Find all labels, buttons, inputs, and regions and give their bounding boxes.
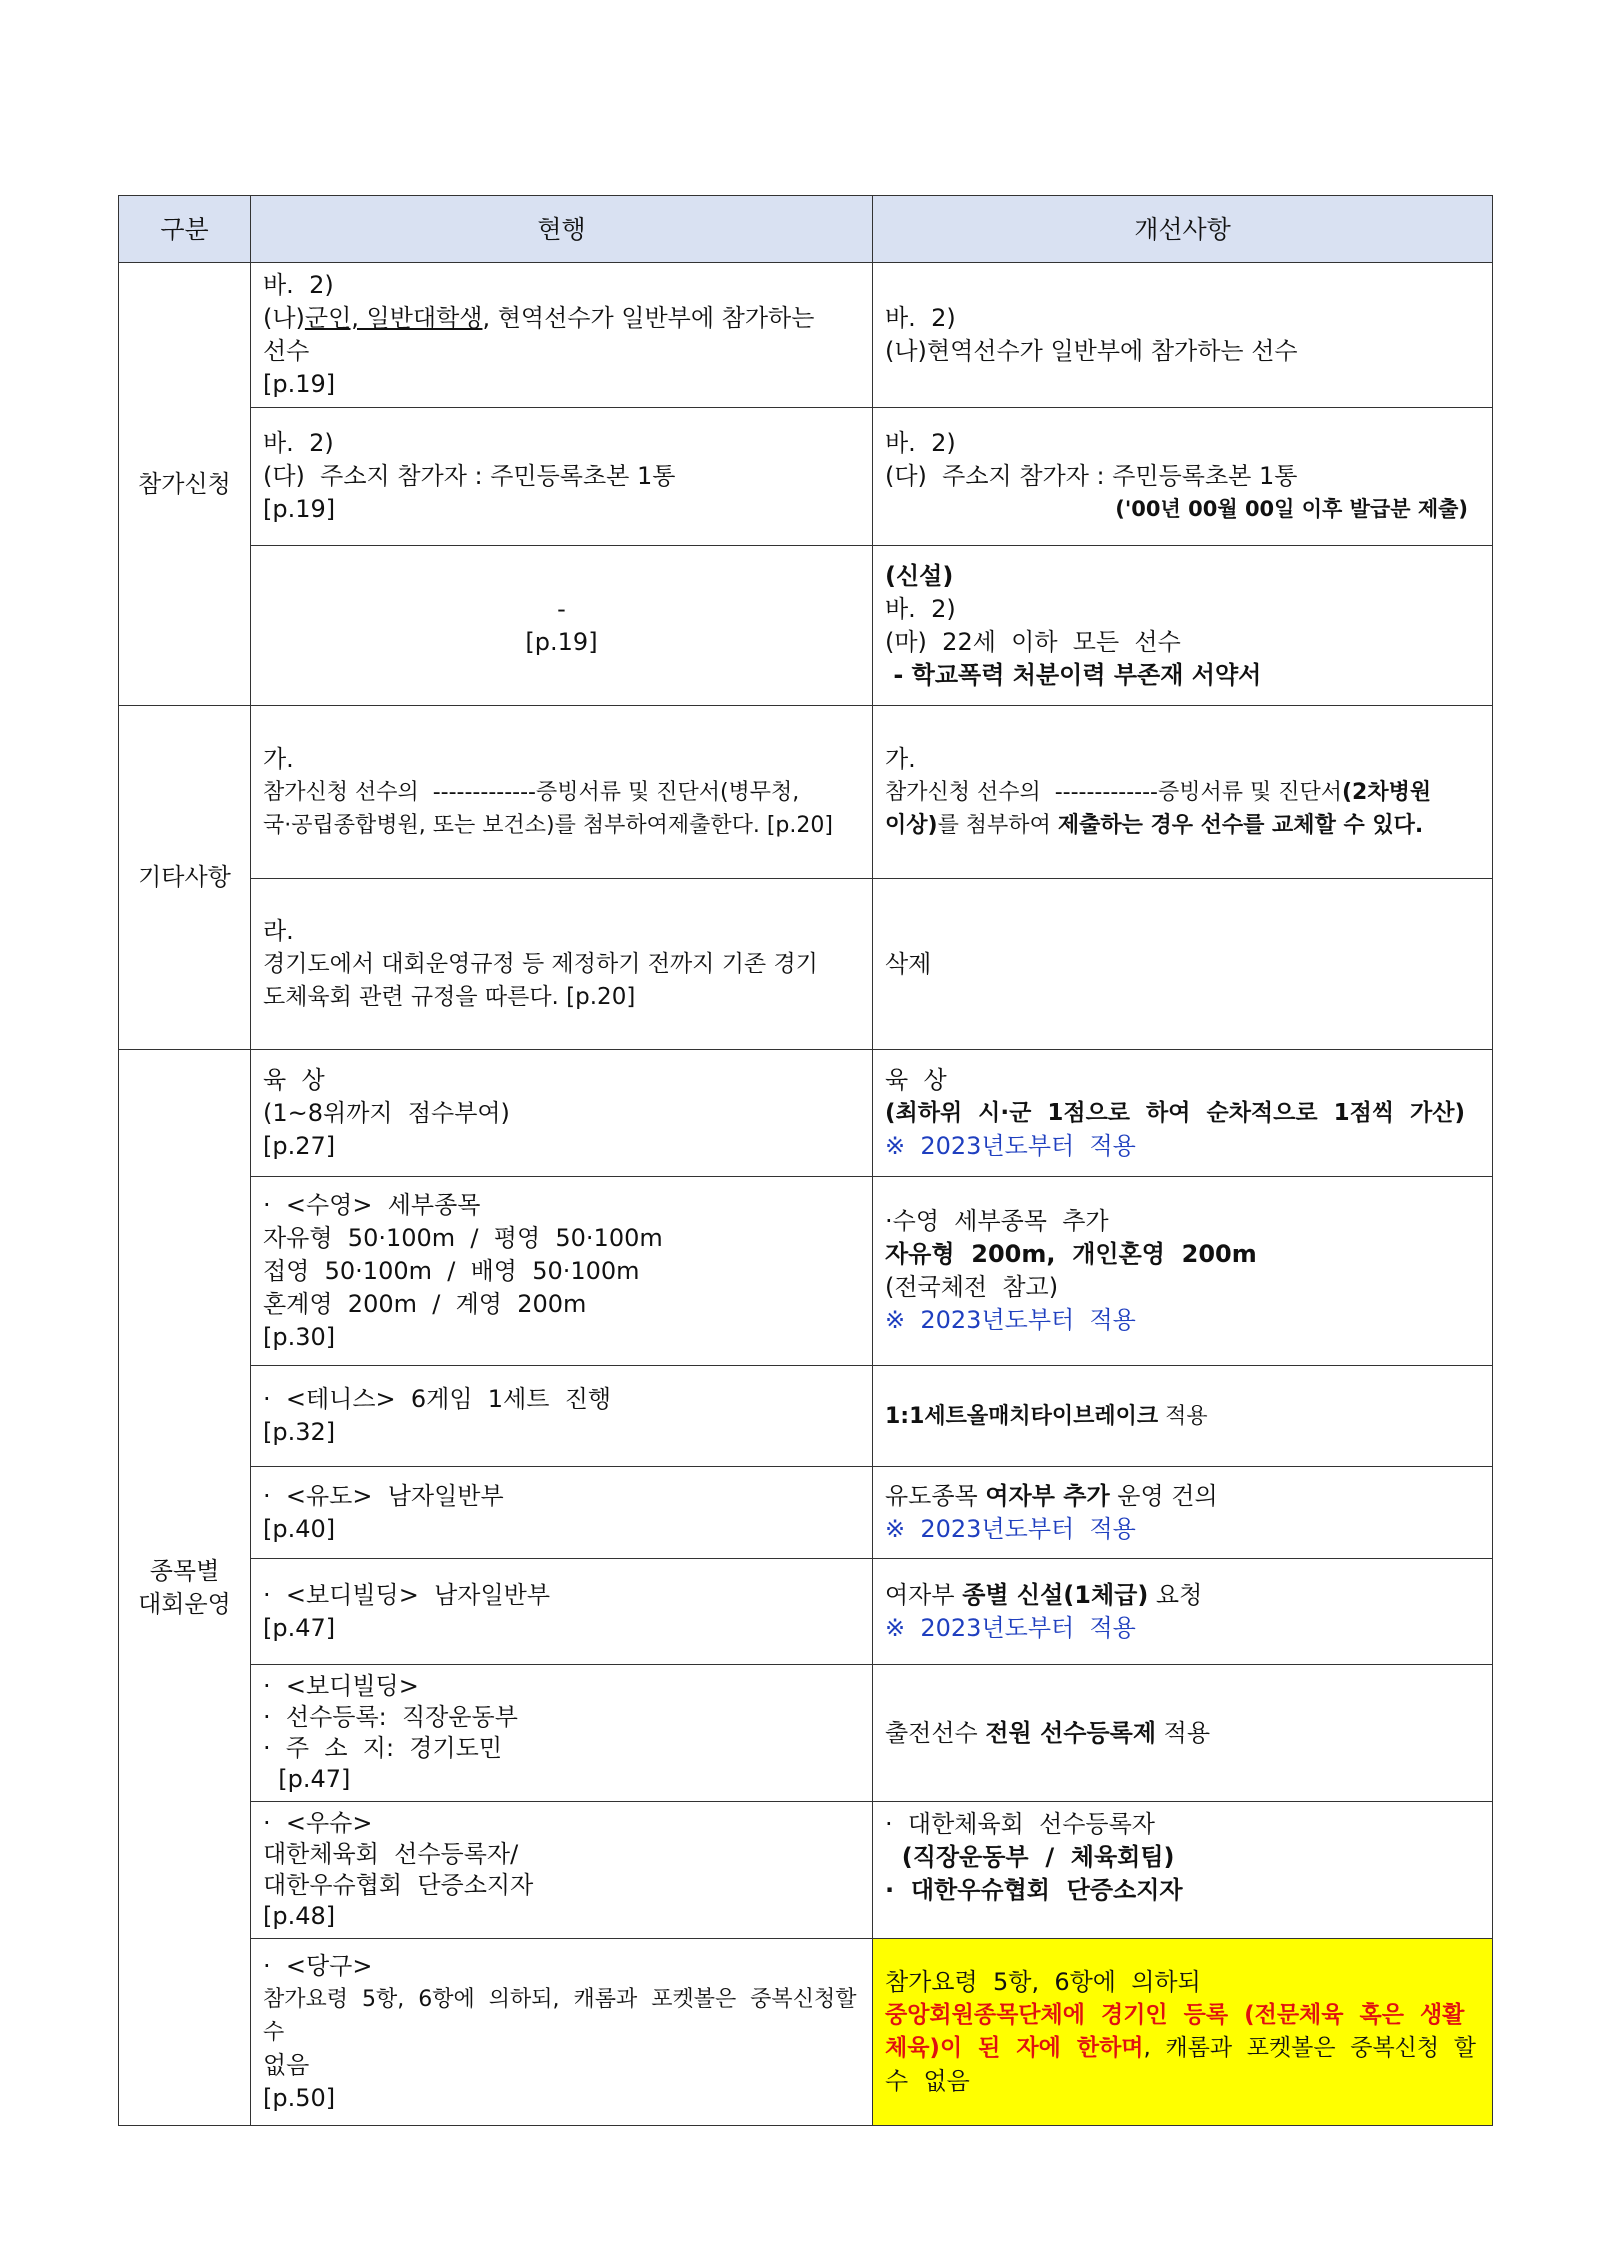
note-text: ※ 2023년도부터 적용 [885,1306,1136,1334]
text-line: · 선수등록: 직장운동부 [263,1703,518,1731]
page-ref: [p.30] [263,1322,336,1351]
comparison-table [118,195,1493,2126]
text-span: 유도종목 [885,1481,986,1510]
current-cell [251,1467,873,1559]
current-cell [251,706,873,879]
text-span: 를 첨부하여 [937,812,1058,838]
text-line [885,1579,1480,1612]
category-label: 참가신청 [138,469,231,498]
current-cell [251,1802,873,1939]
text-line: (다) 주소지 참가자 : 주민등록초본 1통 [885,462,1298,490]
text-span: 요청 [1148,1580,1203,1609]
current-cell [251,1559,873,1665]
text-line: ('00년 00월 00일 이후 발급분 제출) [1115,497,1468,521]
table-row [119,1050,1493,1177]
improvement-cell [873,1366,1493,1467]
note-text: ※ 2023년도부터 적용 [885,1613,1136,1642]
current-cell [251,1366,873,1467]
text-line: 바. 2) [263,429,334,457]
improvement-cell [873,706,1493,879]
text-line: 육 상 [263,1065,325,1094]
note-text: ※ 2023년도부터 적용 [885,1514,1136,1543]
text-line [885,776,1480,809]
text-line: · <보디빌딩> 남자일반부 [263,1580,551,1609]
text-line: 경기도에서 대회운영규정 등 제정하기 전까지 기존 경기 [263,950,818,977]
text-line: (다) 주소지 참가자 : 주민등록초본 1통 [263,462,676,490]
current-cell [251,263,873,408]
header-category: 구분 [119,196,251,263]
text-line: · 주 소 지: 경기도민 [263,1734,503,1762]
text-span: 운영 건의 [1109,1481,1218,1510]
category-misc [119,706,251,1050]
current-cell [251,1939,873,2126]
improvement-cell [873,1665,1493,1802]
text-line: 육 상 [885,1065,947,1094]
text-span: (나) [263,304,305,332]
improvement-cell [873,879,1493,1050]
improvement-cell [873,1802,1493,1939]
text-line: · <테니스> 6게임 1세트 진행 [263,1385,612,1413]
text-span: 출전선수 [885,1718,986,1747]
text-line [885,2032,1480,2065]
category-label: 기타사항 [138,863,231,891]
text-line: · <유도> 남자일반부 [263,1481,504,1510]
header-improvement: 개선사항 [873,196,1493,263]
text-line: 대한체육회 선수등록자/ [263,1840,519,1868]
text-line: (나)현역선수가 일반부에 참가하는 선수 [885,337,1298,365]
text-line: (마) 22세 이하 모든 선수 [885,627,1181,656]
text-line: · <보디빌딩> [263,1672,419,1700]
page-ref: [p.27] [263,1131,336,1160]
text-line: · 대한우슈협회 단증소지자 [885,1876,1183,1904]
category-label: 종목별 [149,1556,220,1585]
improvement-cell [873,546,1493,706]
table-row [119,1177,1493,1366]
text-line: 라. [263,916,294,945]
bold-text: 전원 선수등록제 [985,1718,1157,1747]
page-ref: [p.40] [263,1514,336,1543]
page-ref: [p.50] [263,2083,336,2112]
text-line: · <당구> [263,1951,373,1980]
text-line: 바. 2) [885,304,956,332]
table-row [119,263,1493,408]
note-text: ※ 2023년도부터 적용 [885,1131,1136,1160]
text-line: 참가요령 5항, 6항에 의하되 [885,1968,1201,1996]
page-ref: [p.48] [263,1902,336,1930]
current-cell [251,1050,873,1177]
text-line: (직장운동부 / 체육회팀) [885,1843,1175,1871]
improvement-cell [873,1559,1493,1665]
text-line: 가. [263,744,294,773]
text-line: 도체육회 관련 규정을 따른다. [p.20] [263,983,636,1010]
text-line: 자유형 50·100m / 평영 50·100m [263,1223,663,1252]
text-line: 접영 50·100m / 배영 50·100m [263,1256,640,1285]
text-line: · <수영> 세부종목 [263,1190,481,1219]
category-label: 대회운영 [138,1589,231,1618]
text-span: 여자부 [885,1580,963,1609]
underlined-text: 군인, 일반대학생 [304,304,483,332]
text-line: 참가신청 선수의 -------------증빙서류 및 진단서(병무청, [263,779,800,805]
text-line: 참가요령 5항, 6항에 의하되, 캐롬과 포켓볼은 중복신청할 수 [263,1986,871,2045]
current-cell [251,408,873,546]
text-span: 적용 [1158,1404,1208,1429]
text-span: 참가신청 선수의 -------------증빙서류 및 진단서 [885,779,1342,805]
text-line: · <우슈> [263,1809,373,1837]
text-line: 바. 2) [263,271,334,299]
current-cell [251,1665,873,1802]
current-cell [251,879,873,1050]
header-current: 현행 [251,196,873,263]
page-ref: [p.47] [263,1765,351,1793]
table-row [119,546,1493,706]
text-line [885,809,1480,842]
bold-text: 여자부 추가 [985,1481,1110,1510]
text-line [885,1717,1480,1750]
current-cell [251,546,873,706]
text-line: 자유형 200m, 개인혼영 200m [885,1240,1257,1268]
text-span: , 캐롬과 포켓볼은 중복신청 할 [1143,2035,1476,2061]
table-row [119,706,1493,879]
table-row [119,1467,1493,1559]
improvement-cell [873,1177,1493,1366]
page-ref: [p.19] [263,495,336,523]
table-row [119,1559,1493,1665]
text-line: (신설) [885,561,954,590]
table-row [119,1366,1493,1467]
page-ref: [p.19] [263,370,336,398]
page-ref: [p.32] [263,1418,336,1446]
table-row [119,879,1493,1050]
improvement-cell-highlighted [873,1939,1493,2126]
text-line: 삭제 [885,949,932,978]
text-line: 바. 2) [885,429,956,457]
improvement-cell [873,1050,1493,1177]
bold-text: 이상) [885,812,938,838]
table-row [119,1939,1493,2126]
text-line: (1~8위까지 점수부여) [263,1098,510,1127]
table-row [119,1802,1493,1939]
text-line: - 학교폭력 처분이력 부존재 서약서 [885,660,1262,689]
text-line: 혼계영 200m / 계영 200m [263,1289,587,1318]
category-event [119,1050,251,2126]
bold-text: 종별 신설(1체급) [962,1580,1149,1609]
text-line: 바. 2) [885,594,956,623]
improvement-cell [873,1467,1493,1559]
text-line: 대한우슈협회 단증소지자 [263,1871,534,1899]
text-line: 수 없음 [885,2067,970,2095]
text-line [263,302,860,368]
table-row [119,1665,1493,1802]
text-span: , 현역선수가 일반부에 참가하는 선수 [263,304,823,365]
emphasis-text: 체육)이 된 자에 한하며 [885,2035,1144,2061]
bold-text: 1:1세트올매치타이브레이크 [885,1404,1159,1429]
text-line: · 대한체육회 선수등록자 [885,1810,1155,1838]
table-header-row [119,196,1493,263]
text-line [885,1399,1480,1433]
text-line: - [557,594,566,623]
category-entry [119,263,251,706]
emphasis-text: 중앙회원종목단체에 경기인 등록 (전문체육 혹은 생활 [885,2002,1465,2028]
text-line: (전국체전 참고) [885,1273,1059,1301]
page-ref: [p.19] [525,627,598,656]
text-line: (최하위 시·군 1점으로 하여 순차적으로 1점씩 가산) [885,1099,1465,1126]
text-line [885,1480,1480,1513]
page-ref: [p.47] [263,1613,336,1642]
text-span: 적용 [1156,1718,1211,1747]
current-cell [251,1177,873,1366]
bold-text: (2차병원 [1341,779,1432,805]
table-row [119,408,1493,546]
text-line: 국·공립종합병원, 또는 보건소)를 첨부하여제출한다. [p.20] [263,812,833,838]
improvement-cell [873,263,1493,408]
text-line: 가. [885,744,916,773]
bold-text: 제출하는 경우 선수를 교체할 수 있다. [1057,812,1424,838]
improvement-cell [873,408,1493,546]
text-line: ·수영 세부종목 추가 [885,1207,1109,1235]
text-line: 없음 [263,2050,310,2079]
